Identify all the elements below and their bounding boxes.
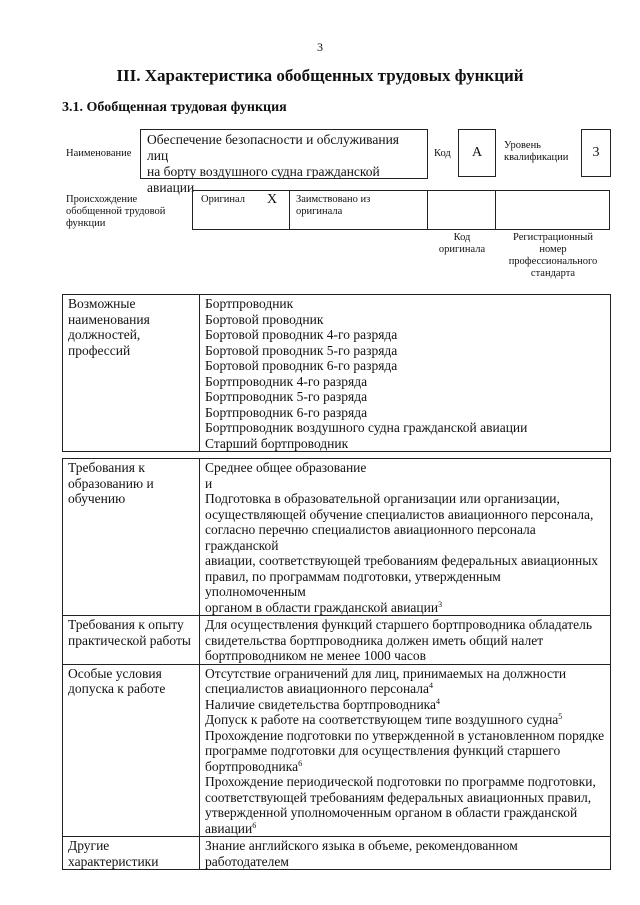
list-item: Старший бортпроводник [205, 435, 349, 451]
footnote-marker: 4 [436, 696, 441, 706]
list-item: Бортовой проводник 4-го разряда [205, 327, 398, 342]
original-label: Оригинал [201, 194, 245, 205]
positions-row [63, 295, 611, 452]
requirements-table [62, 458, 611, 870]
list-item: Бортпроводник 5-го разряда [205, 389, 368, 404]
code-value: A [471, 145, 483, 160]
function-name-line: на борту воздушного судна гражданской [147, 164, 380, 179]
list-item: Бортовой проводник [205, 311, 324, 327]
origin-row [192, 190, 610, 230]
positions-list [200, 295, 611, 452]
experience-text: Для осуществления функций старшего бортпроводника обладатель свидетельства бортпроводника должен иметь общий налет бортпроводником не менее 1000 часов [200, 616, 611, 665]
footnote-marker: 3 [438, 599, 443, 609]
function-name-line: Обеспечение безопасности и обслуживания лиц [147, 132, 400, 163]
reg-number-caption: Регистрационный номер профессионального стандарта [508, 232, 598, 279]
code-original-caption: Код оригинала [438, 232, 486, 255]
code-original-cell [428, 190, 496, 230]
section-title: III. Характеристика обобщенных трудовых функций [116, 66, 524, 85]
list-item: Бортовой проводник 5-го разряда [205, 342, 398, 358]
list-item: Бортпроводник воздушного судна гражданской авиации [205, 420, 528, 435]
original-cell [192, 190, 290, 230]
list-item: Бортпроводник [205, 296, 294, 311]
function-name-box [140, 129, 428, 195]
page-number: 3 [317, 40, 323, 54]
footnote-marker: 6 [298, 758, 303, 768]
function-name-line: авиации [147, 180, 195, 195]
special-conditions-text: Отсутствие ограничений для лиц, принимаемых на должности специалистов авиационного персонала$^4$ Наличие свидетельства бортпроводника$^4$ Допуск к работе на соответствующем типе воздушного судна$^5$ Прохождение подготовки по утвержденной в установленном порядке программе подготовки для осуществления функций старшего бортпроводника$^6$ Прохождение периодической подготовки по программе подготовки, соответствующей требованиям федеральных авиационных правил, утвержденной уполномоченным органом в области гражданской авиации$^6$ [200, 664, 611, 837]
list-item: Бортпроводник 4-го разряда [205, 373, 368, 389]
origin-label: Происхождение обобщенной трудовой функции [66, 194, 166, 229]
other-label: Другие характеристики [63, 837, 200, 870]
footnote-marker: 4 [429, 681, 434, 690]
level-value-box [581, 129, 611, 177]
subsection-title: 3.1. Обобщенная трудовая функция [62, 100, 287, 115]
name-label: Наименование [66, 148, 132, 159]
footnote-marker: 6 [252, 820, 257, 830]
experience-label: Требования к опыту практической работы [63, 616, 200, 665]
positions-label: Возможные наименования должностей, профессий [63, 295, 200, 452]
borrowed-cell: Заимствовано из оригинала [290, 190, 428, 230]
special-conditions-label: Особые условия допуска к работе [63, 664, 200, 837]
education-text: Среднее общее образование и Подготовка в образовательной организации или организации, осуществляющей обучение специалистов авиационного персонала, согласно перечню специалистов авиационного персонала гражданской авиации, соответствующей требованиям федеральных авиационных правил, по программам подготовки, утвержденным уполномоченным органом в области гражданской авиации$^3$ [200, 459, 611, 616]
level-value: 3 [592, 145, 600, 160]
other-row [63, 837, 611, 870]
code-label: Код [434, 148, 451, 159]
original-mark: X [267, 192, 278, 207]
footnote-marker: 5 [558, 712, 563, 721]
code-value-box [458, 129, 496, 177]
reg-number-cell [496, 190, 610, 230]
list-item: Бортпроводник 6-го разряда [205, 404, 368, 420]
positions-table [62, 294, 611, 452]
education-label: Требования к образованию и обучению [63, 459, 200, 616]
special-conditions-row [63, 664, 611, 837]
education-row [63, 459, 611, 616]
list-item: Бортовой проводник 6-го разряда [205, 358, 398, 373]
other-text: Знание английского языка в объеме, рекомендованном работодателем [200, 837, 611, 870]
level-label: Уровень квалификации [504, 140, 569, 163]
experience-row [63, 616, 611, 665]
